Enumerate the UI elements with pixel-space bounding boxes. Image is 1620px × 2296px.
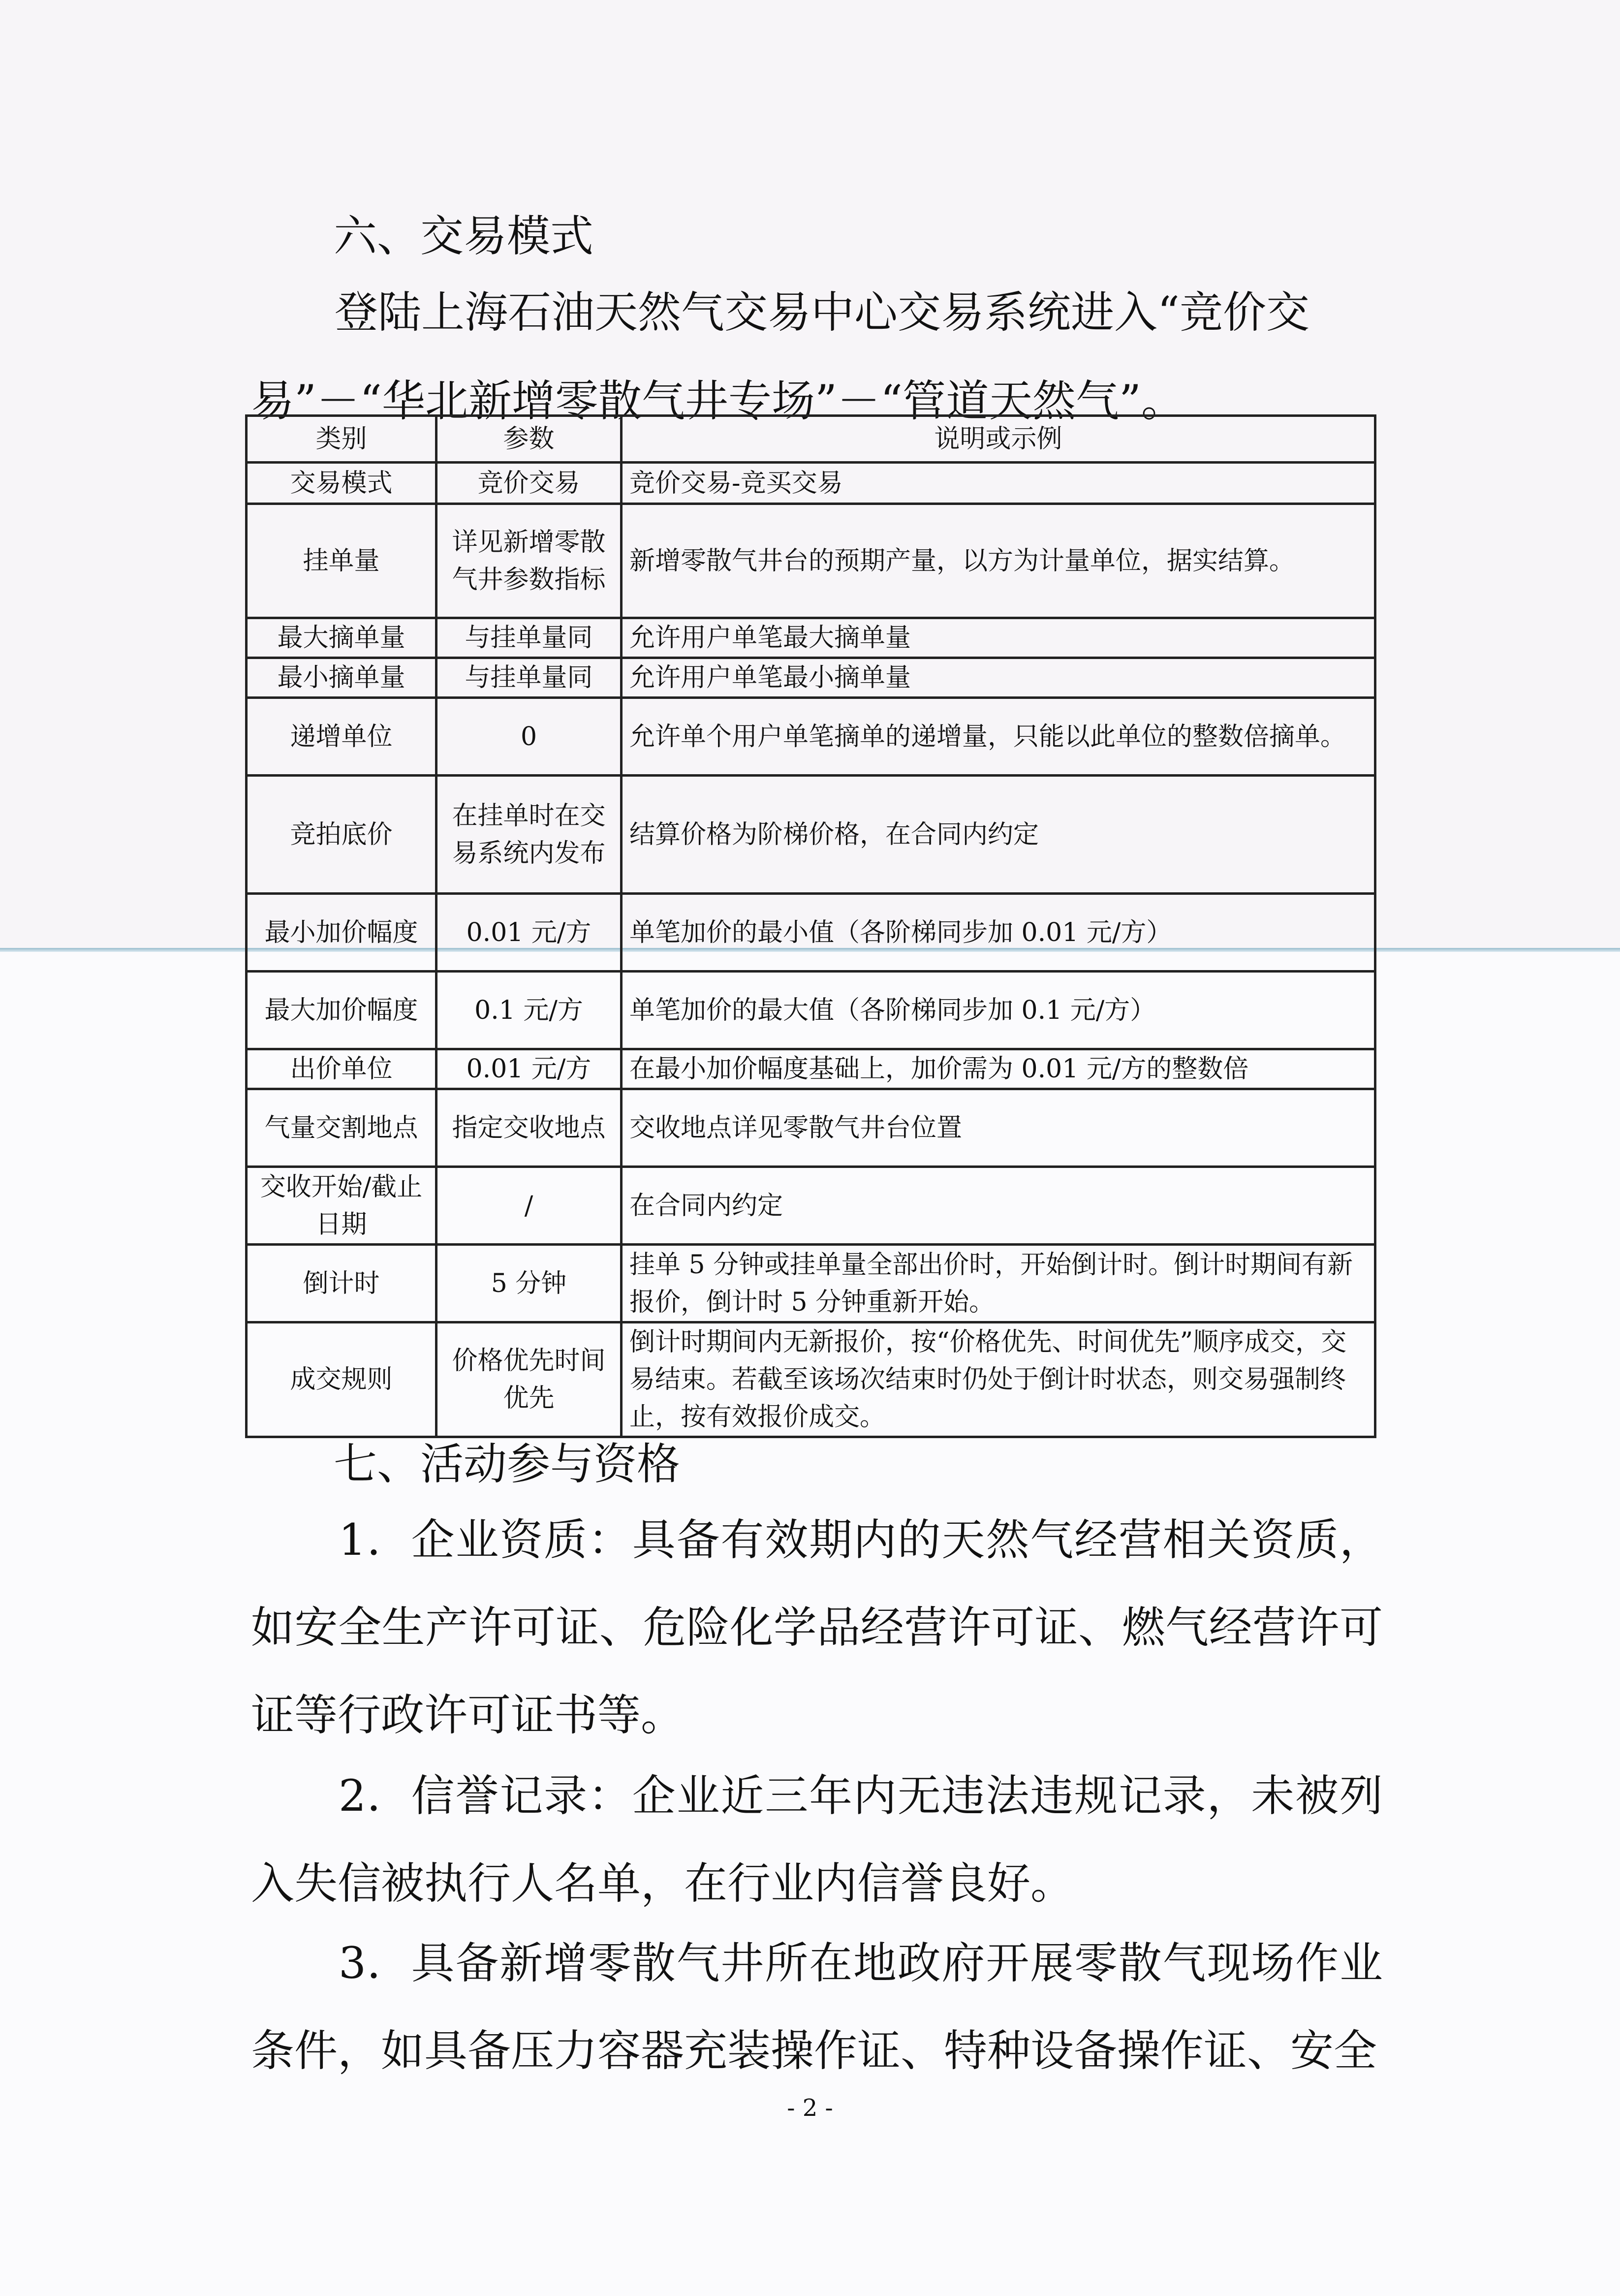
cell-description: 挂单 5 分钟或挂单量全部出价时，开始倒计时。倒计时期间有新报价，倒计时 5 分钟重新开始。 <box>622 1245 1375 1322</box>
cell-description: 单笔加价的最大值（各阶梯同步加 0.1 元/方） <box>622 972 1375 1049</box>
cell-description: 允许用户单笔最小摘单量 <box>622 658 1375 698</box>
qualification-item-2-text: 2．信誉记录：企业近三年内无违法违规记录，未被列入失信被执行人名单，在行业内信誉良好。 <box>251 1770 1383 1909</box>
cell-parameter: / <box>436 1167 622 1245</box>
header-description: 说明或示例 <box>622 416 1375 463</box>
cell-parameter: 在挂单时在交易系统内发布 <box>436 776 622 894</box>
cell-category: 出价单位 <box>247 1049 436 1089</box>
cell-category: 最大加价幅度 <box>247 972 436 1049</box>
cell-description: 新增零散气井台的预期产量，以方为计量单位，据实结算。 <box>622 504 1375 618</box>
cell-category: 交收开始/截止日期 <box>247 1167 436 1245</box>
cell-parameter: 0.01 元/方 <box>436 894 622 972</box>
cell-description: 允许单个用户单笔摘单的递增量，只能以此单位的整数倍摘单。 <box>622 698 1375 776</box>
cell-parameter: 与挂单量同 <box>436 658 622 698</box>
header-category: 类别 <box>247 416 436 463</box>
qualification-item-3 <box>251 1919 1383 2095</box>
table-row <box>247 1322 1375 1437</box>
table-row <box>247 504 1375 618</box>
section-6-intro: 登陆上海石油天然气交易中心交易系统进入“竞价交易”－“华北新增零散气井专场”－“管道天然气”。 <box>251 287 1309 426</box>
cell-category: 最大摘单量 <box>247 618 436 658</box>
cell-parameter: 详见新增零散气井参数指标 <box>436 504 622 618</box>
table-row <box>247 776 1375 894</box>
page-number: - 2 - <box>787 2094 833 2122</box>
cell-category: 交易模式 <box>247 463 436 504</box>
cell-parameter: 指定交收地点 <box>436 1089 622 1167</box>
table-row <box>247 1049 1375 1089</box>
qualification-item-2 <box>251 1752 1383 1927</box>
table-header-row <box>247 416 1375 463</box>
cell-description: 允许用户单笔最大摘单量 <box>622 618 1375 658</box>
cell-parameter: 与挂单量同 <box>436 618 622 658</box>
table-row <box>247 1167 1375 1245</box>
table-row <box>247 618 1375 658</box>
cell-description: 在合同内约定 <box>622 1167 1375 1245</box>
cell-category: 竞拍底价 <box>247 776 436 894</box>
cell-description: 在最小加价幅度基础上，加价需为 0.01 元/方的整数倍 <box>622 1049 1375 1089</box>
cell-description: 结算价格为阶梯价格，在合同内约定 <box>622 776 1375 894</box>
qualification-item-1 <box>251 1496 1383 1759</box>
section-6-heading: 六、交易模式 <box>334 211 594 261</box>
cell-category: 挂单量 <box>247 504 436 618</box>
table-row <box>247 1089 1375 1167</box>
cell-parameter: 0.1 元/方 <box>436 972 622 1049</box>
cell-parameter: 价格优先时间优先 <box>436 1322 622 1437</box>
section-7-heading: 七、活动参与资格 <box>334 1439 681 1489</box>
table-row <box>247 972 1375 1049</box>
cell-category: 倒计时 <box>247 1245 436 1322</box>
table-row <box>247 1245 1375 1322</box>
qualification-item-3-text: 3．具备新增零散气井所在地政府开展零散气现场作业条件，如具备压力容器充装操作证、特种设备操作证、安全 <box>251 1938 1383 2076</box>
trading-parameters-table <box>245 414 1376 1438</box>
table-row <box>247 463 1375 504</box>
table-row <box>247 894 1375 972</box>
cell-parameter: 竞价交易 <box>436 463 622 504</box>
cell-category: 递增单位 <box>247 698 436 776</box>
cell-category: 最小摘单量 <box>247 658 436 698</box>
cell-parameter: 0.01 元/方 <box>436 1049 622 1089</box>
table-row <box>247 698 1375 776</box>
cell-parameter: 0 <box>436 698 622 776</box>
cell-category: 最小加价幅度 <box>247 894 436 972</box>
table-row <box>247 658 1375 698</box>
cell-parameter: 5 分钟 <box>436 1245 622 1322</box>
cell-description: 交收地点详见零散气井台位置 <box>622 1089 1375 1167</box>
cell-description: 竞价交易-竞买交易 <box>622 463 1375 504</box>
header-parameter: 参数 <box>436 416 622 463</box>
cell-category: 成交规则 <box>247 1322 436 1437</box>
cell-category: 气量交割地点 <box>247 1089 436 1167</box>
qualification-item-1-text: 1．企业资质：具备有效期内的天然气经营相关资质，如安全生产许可证、危险化学品经营许可证、燃气经营许可证等行政许可证书等。 <box>251 1514 1383 1740</box>
cell-description: 倒计时期间内无新报价，按“价格优先、时间优先”顺序成交，交易结束。若截至该场次结束时仍处于倒计时状态，则交易强制终止，按有效报价成交。 <box>622 1322 1375 1437</box>
cell-description: 单笔加价的最小值（各阶梯同步加 0.01 元/方） <box>622 894 1375 972</box>
